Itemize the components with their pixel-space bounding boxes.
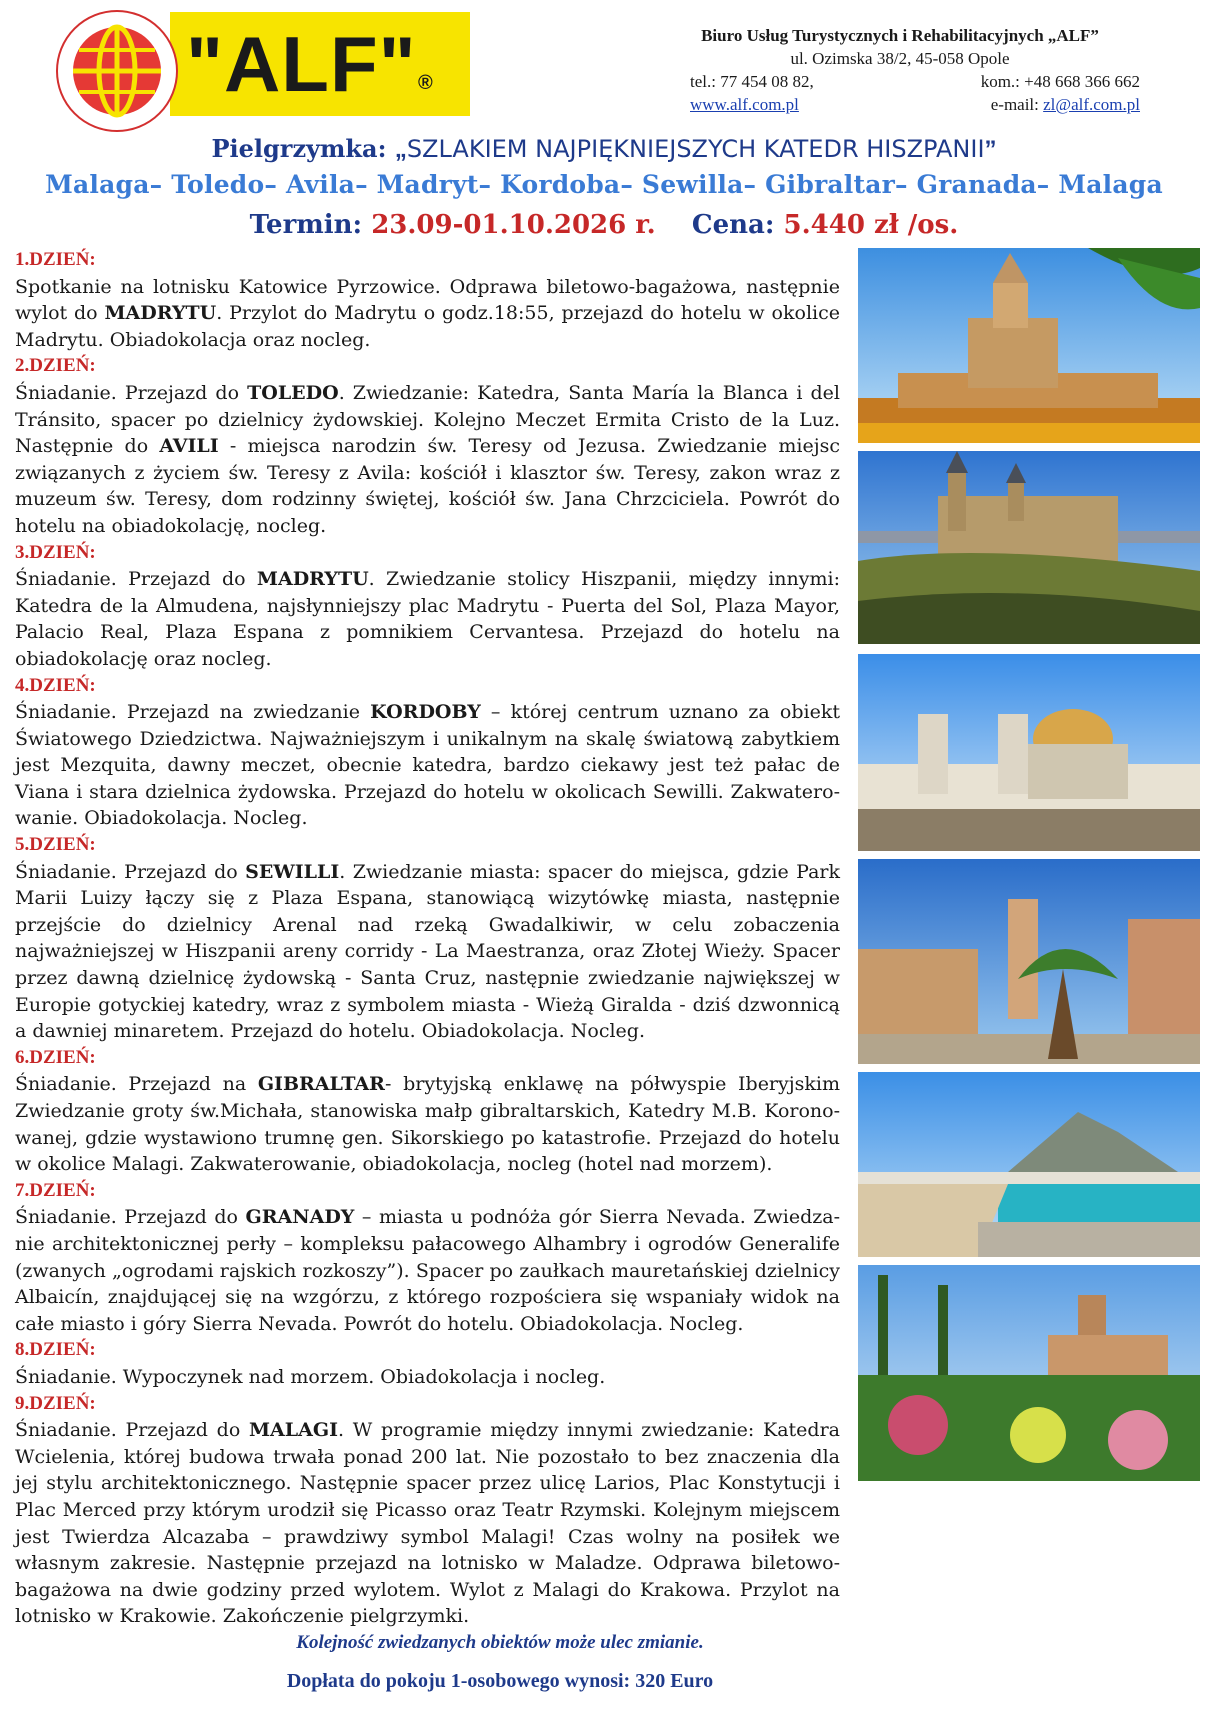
- day-text: – której centrum uznano za obiekt Światowego Dziedzictwa. Najważniejszym i unikalnym na skalę światową zabytkiem jest Mezquita, dawny meczet, obecnie katedra, bardzo ciekawy jest też pałac de Viana i stara dzielnica żydowska. Przejazd do hotelu w okolicach Sewilli. Zakwatero-wanie. Obiadokolacja. Nocleg.: [15, 701, 840, 830]
- photo-cadiz-cathedral: [858, 654, 1200, 851]
- day-description: [15, 1364, 840, 1391]
- place-name: GRANADY: [245, 1206, 355, 1229]
- company-phones: [620, 70, 1180, 93]
- day-description: [15, 274, 840, 354]
- place-name: GIBRALTAR: [257, 1073, 385, 1096]
- day-text: Śniadanie. Przejazd do: [15, 1419, 249, 1442]
- photo-segovia-alcazar: [858, 451, 1200, 644]
- logo-registered-mark: ®: [418, 72, 433, 94]
- place-name: TOLEDO: [247, 381, 339, 404]
- day-description: [15, 380, 840, 540]
- company-address: ul. Ozimska 38/2, 45-058 Opole: [790, 49, 1010, 68]
- photo-malaga-cathedral: [858, 248, 1200, 443]
- day-label: 3.DZIEŃ:: [15, 541, 96, 563]
- email-link[interactable]: zl@alf.com.pl: [1043, 95, 1140, 114]
- quote-open: „: [394, 136, 407, 163]
- day-label: 5.DZIEŃ:: [15, 834, 96, 856]
- day-block: [15, 1337, 840, 1390]
- email-label: e-mail:: [990, 95, 1044, 114]
- trip-title-main: SZLAKIEM NAJPIĘKNIEJSZYCH KATEDR HISZPANII: [406, 135, 985, 163]
- place-name: SEWILLI: [245, 860, 340, 883]
- place-name: AVILI: [159, 435, 219, 458]
- photo-sevilla-plaza: [858, 859, 1200, 1064]
- globe-icon: [54, 8, 180, 134]
- trip-title: [0, 134, 1208, 164]
- price-label: Cena:: [691, 210, 784, 240]
- company-name: Biuro Usług Turystycznych i Rehabilitacyjnych „ALF”: [701, 26, 1099, 45]
- day-description: [15, 859, 840, 1045]
- website-link[interactable]: www.alf.com.pl: [690, 95, 799, 114]
- day-label: 4.DZIEŃ:: [15, 674, 96, 696]
- day-text: Śniadanie. Przejazd na zwiedzanie: [15, 701, 371, 724]
- day-text: Śniadanie. Przejazd do: [15, 568, 257, 591]
- company-web-contact: [620, 93, 1180, 116]
- day-text: Śniadanie. Przejazd do: [15, 860, 246, 883]
- place-name: MADRYTU: [104, 302, 217, 325]
- single-room-supplement: Dopłata do pokoju 1-osobowego wynosi: 320 Euro: [286, 1670, 714, 1692]
- itinerary: [15, 247, 840, 1630]
- day-label: 6.DZIEŃ:: [15, 1046, 96, 1068]
- company-tel: tel.: 77 454 08 82,: [690, 72, 814, 91]
- term-label: Termin:: [249, 210, 372, 240]
- day-block: [15, 1178, 840, 1338]
- trip-term-price: [0, 210, 1208, 240]
- photo-gibraltar-rock: [858, 1072, 1200, 1257]
- day-text: . Przylot do Madrytu o godz.18:55, przejazd do hotelu w okolice Madrytu. Obiadokolacja oraz nocleg.: [15, 302, 840, 351]
- day-label: 7.DZIEŃ:: [15, 1179, 96, 1201]
- day-text: – miasta u podnóża gór Sierra Nevada. Zwiedza-nie architektonicznej perły – kompleksu pałacowego Alhambry i ogrodów Generalife (zwanych „ogrodami rajskich rozkoszy”). Spacer po zaułkach mauretańskiej dzielnicy Albaicín, znajdującej się na wzgórzu, z którego rozpościera się wspaniały widok na całe miasto i góry Sierra Nevada. Powrót do hotelu. Obiadokolacja. Nocleg.: [15, 1206, 840, 1335]
- alf-logo: [48, 8, 433, 120]
- day-label: 9.DZIEŃ:: [15, 1392, 96, 1414]
- term-value: 23.09-01.10.2026 r.: [371, 210, 656, 240]
- day-description: [15, 1071, 840, 1177]
- day-description: [15, 1417, 840, 1630]
- company-mobile: kom.: +48 668 366 662: [980, 72, 1140, 91]
- day-block: [15, 832, 840, 1045]
- place-name: MALAGI: [248, 1419, 338, 1442]
- day-label: 8.DZIEŃ:: [15, 1339, 96, 1361]
- day-block: [15, 1391, 840, 1630]
- day-text: . Zwiedzanie miasta: spacer do miejsca, gdzie Park Marii Luizy łączy się z Plaza Espana, stanowiącą wizytówkę miasta, następnie przejście do dzielnicy Arenal nad rzeką Gwadalkiwir, w celu zobaczenia najważniejszej w Hiszpanii areny corridy - La Maestranza, oraz Złotej Wieży. Spacer przez dawną dzielnicę żydowską - Santa Cruz, następnie zwiedzanie największej w Europie gotyckiej katedry, wraz z symbolem miasta - Wieżą Giralda - dziś dzwonnicą a dawniej minaretem. Przejazd do hotelu. Obiadokolacja. Nocleg.: [15, 860, 840, 1043]
- trip-route: Malaga– Toledo– Avila– Madryt– Kordoba– Sewilla– Gibraltar– Granada– Malaga: [45, 170, 1163, 199]
- day-text: Śniadanie. Przejazd na: [15, 1073, 258, 1096]
- day-text: Śniadanie. Przejazd do: [15, 1206, 246, 1229]
- day-text: - miejsca narodzin św. Teresy od Jezusa. Zwiedzanie miejsc związanych z życiem św. Teresy z Avila: kościół i klasztor św. Teresy, zakon wraz z muzeum św. Teresy, dom rodzinny świętej, kościół św. Jana Chrzciciela. Powrót do hotelu na obiadokolację, nocleg.: [15, 435, 841, 537]
- photo-alhambra-gardens: [858, 1265, 1200, 1481]
- day-block: [15, 673, 840, 833]
- day-description: [15, 566, 840, 672]
- day-text: . Zwiedzanie: Katedra, Santa María la Blanca i del Tránsito, spacer po dzielnicy żydowskiej. Kolejno Meczet Ermita Cristo de la Luz. Następnie do: [15, 381, 841, 458]
- email-line: [991, 93, 1140, 116]
- price-value: 5.440 zł /os.: [783, 210, 959, 240]
- day-text: - brytyjską enklawę na półwyspie Iberyjskim Zwiedzanie groty św.Michała, stanowiska małp gibraltarskich, Katedry M.B. Korono-wanej, gdzie wystawiono trumnę gen. Sikorskiego po katastrofie. Przejazd do hotelu w okolice Malagi. Zakwaterowanie, obiadokolacja, nocleg (hotel nad morzem).: [15, 1073, 840, 1176]
- day-block: [15, 540, 840, 673]
- place-name: KORDOBY: [370, 701, 481, 724]
- day-description: [15, 699, 840, 832]
- trip-title-prefix: Pielgrzymka:: [211, 134, 395, 163]
- quote-close: ”: [984, 136, 997, 163]
- day-text: . W programie między innymi zwiedzanie: Katedra Wcielenia, której budowa trwała ponad 200 lat. Nie pozostało to bez znaczenia dla jej stylu architektonicznego. Następnie spacer przez ulicę Larios, Plac Konstytucji i Plac Merced przy którym urodził się Picasso oraz Teatr Rzymski. Kolejnym miejscem jest Twierdza Alcazaba – prawdziwy symbol Malagi! Czas wolny na posiłek we własnym zakresie. Następnie przejazd na lotnisko w Maladze. Odprawa biletowo-bagażowa na dwie godziny przed wylotem. Wylot z Malagi do Krakowa. Przylot na lotnisko w Krakowie. Zakończenie pielgrzymki.: [15, 1419, 840, 1628]
- day-block: [15, 1045, 840, 1178]
- day-description: [15, 1204, 840, 1337]
- company-info: [620, 24, 1180, 116]
- day-block: [15, 353, 840, 539]
- day-text: Śniadanie. Przejazd do: [15, 381, 248, 404]
- day-text: Śniadanie. Wypoczynek nad morzem. Obiadokolacja i nocleg.: [15, 1365, 606, 1388]
- day-text: . Zwiedzanie stolicy Hiszpanii, między innymi: Katedra de la Almudena, najsłynniejszy plac Madrytu - Puerta del Sol, Plaza Mayor, Palacio Real, Plaza Espana z pomnikiem Cervantesa. Przejazd do hotelu na obiadokolację oraz nocleg.: [15, 568, 840, 670]
- order-change-note: Kolejność zwiedzanych obiektów może ulec zmianie.: [296, 1632, 704, 1653]
- day-block: [15, 247, 840, 353]
- day-label: 2.DZIEŃ:: [15, 355, 96, 377]
- day-text: Spotkanie na lotnisku Katowice Pyrzowice. Odprawa biletowo-bagażowa, następnie wylot do: [15, 275, 840, 325]
- day-label: 1.DZIEŃ:: [15, 249, 96, 270]
- place-name: MADRYTU: [256, 568, 369, 591]
- logo-text: "ALF": [186, 20, 417, 108]
